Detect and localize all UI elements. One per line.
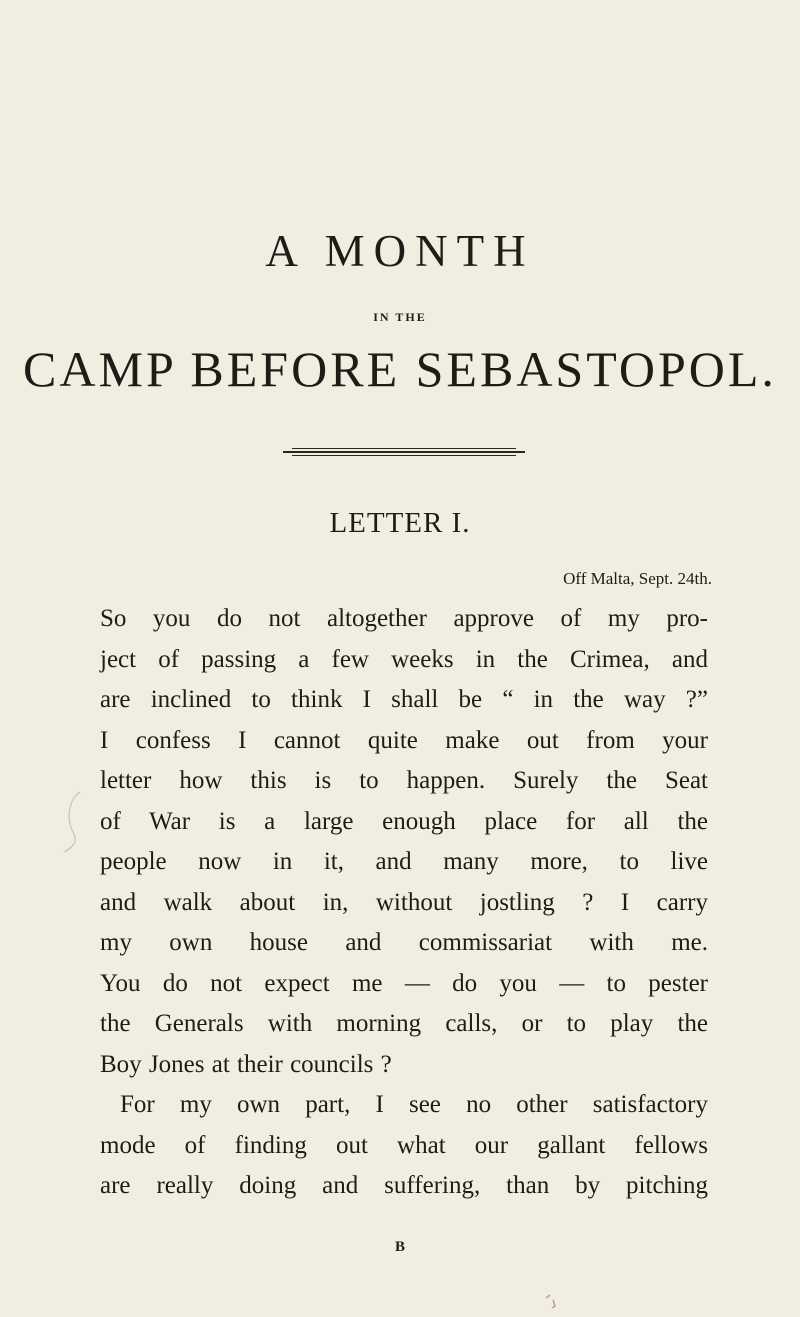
- ink-blot-icon: [544, 1292, 558, 1310]
- page-subtitle: CAMP BEFORE SEBASTOPOL.: [23, 341, 777, 397]
- letter-heading: LETTER I.: [329, 507, 471, 539]
- signature-mark: B: [394, 1239, 405, 1255]
- body-line: For my own part, I see no other satisfactory: [120, 1091, 708, 1118]
- body-line: ject of passing a few weeks in the Crimea, and: [100, 645, 708, 673]
- title-rule-bottom: [292, 455, 516, 456]
- title-rule-top: [292, 448, 516, 449]
- title-rule-middle: [283, 451, 525, 453]
- page-title: A MONTH: [265, 226, 535, 276]
- body-line: You do not expect me — do you — to pester: [100, 969, 708, 997]
- title-connector: IN THE: [373, 310, 427, 324]
- body-line: people now in it, and many more, to live: [100, 848, 708, 875]
- body-line: the Generals with morning calls, or to play the: [100, 1010, 708, 1037]
- body-line: mode of finding out what our gallant fellows: [100, 1131, 708, 1159]
- body-line: So you do not altogether approve of my pro-: [100, 605, 708, 632]
- body-line: and walk about in, without jostling ? I carry: [100, 888, 708, 916]
- letter-dateline: Off Malta, Sept. 24th.: [563, 569, 712, 588]
- body-line: I confess I cannot quite make out from your: [100, 726, 708, 754]
- body-line: my own house and commissariat with me.: [100, 929, 708, 956]
- letter-body: [100, 599, 708, 1207]
- body-line: are inclined to think I shall be “ in the way ?”: [100, 686, 708, 713]
- body-line: letter how this is to happen. Surely the Seat: [100, 767, 708, 794]
- margin-bracket-icon: [60, 790, 90, 854]
- body-line: of War is a large enough place for all the: [100, 807, 708, 835]
- body-line: are really doing and suffering, than by pitching: [100, 1172, 708, 1199]
- body-line: Boy Jones at their councils ?: [100, 1050, 392, 1078]
